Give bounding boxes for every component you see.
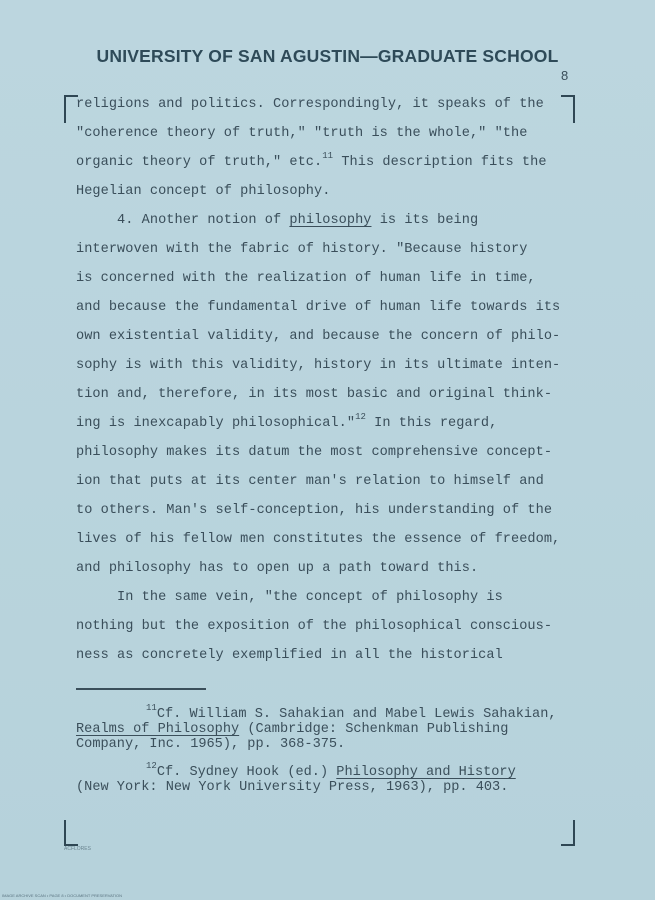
text-line: is concerned with the realization of human life in time, — [76, 271, 536, 286]
book-title: Philosophy and History — [336, 765, 516, 780]
corner-bracket-bottom-right — [561, 820, 575, 846]
text-line: and philosophy has to open up a path toward this. — [76, 561, 479, 576]
text-run: (Cambridge: Schenkman Publishing — [239, 722, 509, 737]
text-run: is its being — [371, 213, 479, 228]
footnote-number-12: 12 — [146, 761, 157, 771]
text-run: 4. Another notion of — [76, 213, 290, 228]
text-run: organic theory of truth," etc. — [76, 155, 323, 170]
text-line: philosophy makes its datum the most comprehensive concept- — [76, 445, 553, 460]
footnote-line — [146, 703, 557, 722]
text-line: religions and politics. Correspondingly, it speaks of the — [76, 97, 544, 112]
text-line: sophy is with this validity, history in its ultimate inten- — [76, 358, 561, 373]
text-line: ness as concretely exemplified in all the historical — [76, 648, 503, 663]
text-line — [76, 151, 547, 170]
text-line: own existential validity, and because the concern of philo- — [76, 329, 561, 344]
underlined-term: philosophy — [289, 213, 372, 228]
archive-stamp: ACFLORES — [64, 846, 91, 852]
text-line: tion and, therefore, in its most basic and original think- — [76, 387, 553, 402]
corner-bracket-top-right — [561, 95, 575, 123]
corner-bracket-bottom-left — [64, 820, 78, 846]
text-run: Cf. Sydney Hook (ed.) — [156, 765, 337, 780]
footnote-number-11: 11 — [146, 703, 157, 713]
footnote-line — [146, 761, 516, 780]
text-line: ion that puts at its center man's relation to himself and — [76, 474, 544, 489]
footnote-line: (New York: New York University Press, 1963), pp. 403. — [76, 780, 509, 795]
text-run: This description fits the — [333, 155, 547, 170]
text-line — [76, 412, 498, 431]
page-number: 8 — [561, 68, 569, 83]
text-line — [76, 213, 478, 228]
text-line: nothing but the exposition of the philosophical conscious- — [76, 619, 553, 634]
footnote-line: Company, Inc. 1965), pp. 368-375. — [76, 737, 346, 752]
text-line: In the same vein, "the concept of philosophy is — [76, 590, 503, 605]
text-line: and because the fundamental drive of human life towards its — [76, 300, 561, 315]
book-title: Realms of Philosophy — [76, 722, 240, 737]
footnote-ref-11: 11 — [322, 151, 334, 161]
text-run: In this regard, — [365, 416, 498, 431]
text-run: Cf. William S. Sahakian and Mabel Lewis Sahakian, — [156, 707, 557, 722]
text-line: lives of his fellow men constitutes the essence of freedom, — [76, 532, 561, 547]
scan-footer: IMAGE ARCHIVE SCAN • PAGE 8 • DOCUMENT PRESERVATION — [2, 893, 123, 898]
text-line: "coherence theory of truth," "truth is the whole," "the — [76, 126, 528, 141]
text-run: ing is inexcapably philosophical." — [76, 416, 356, 431]
text-line: Hegelian concept of philosophy. — [76, 184, 331, 199]
page-header: UNIVERSITY OF SAN AGUSTIN—GRADUATE SCHOOL — [96, 46, 559, 66]
footnote-ref-12: 12 — [355, 412, 366, 422]
text-line: interwoven with the fabric of history. "Because history — [76, 242, 528, 257]
text-line: to others. Man's self-conception, his understanding of the — [76, 503, 553, 518]
footnote-divider — [76, 688, 206, 690]
footnote-line — [76, 722, 508, 737]
